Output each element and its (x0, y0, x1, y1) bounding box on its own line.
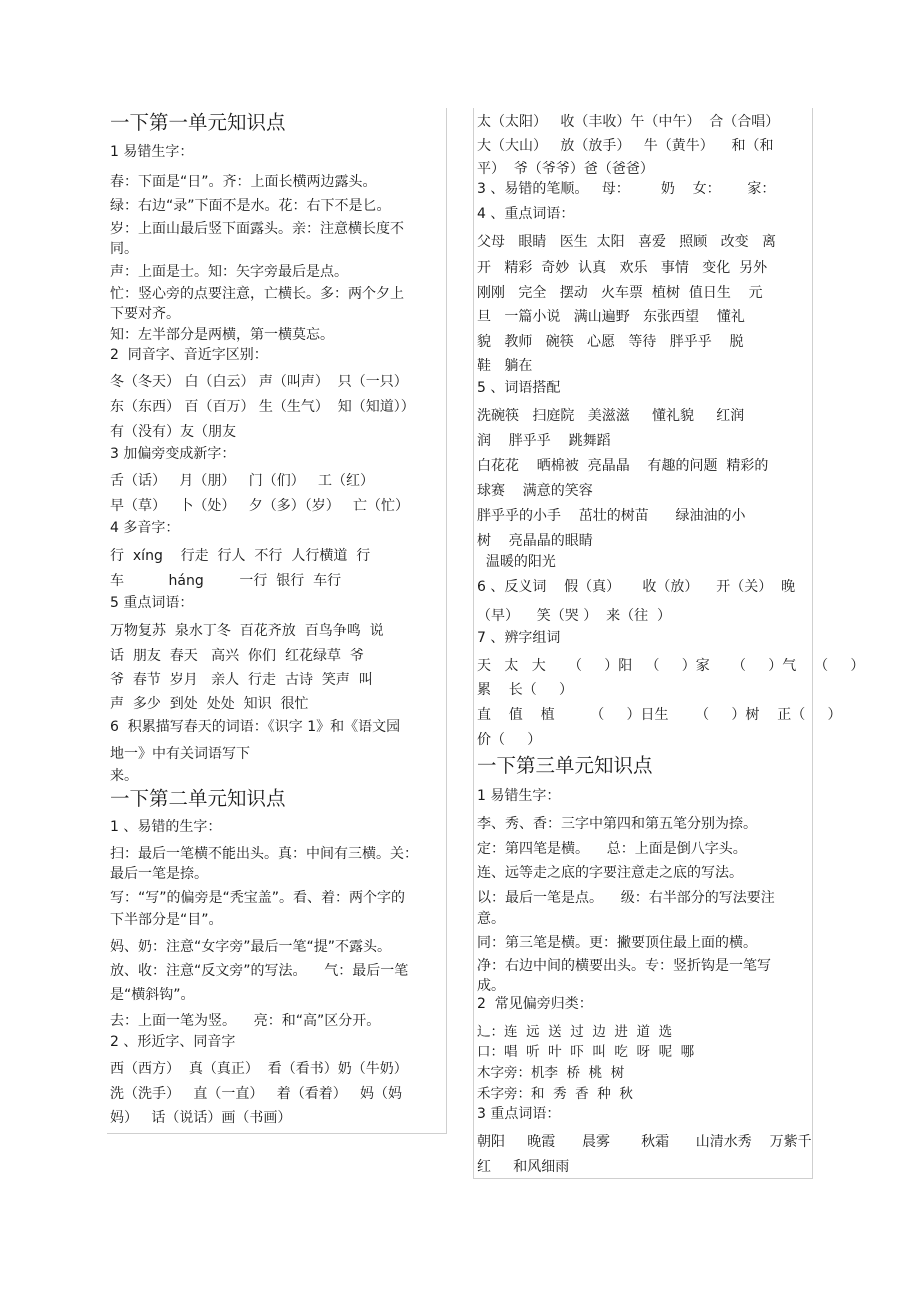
text-line: 5 重点词语： (110, 595, 194, 611)
text-line: 2 同音字、音近字区别： (110, 347, 268, 363)
text-line: 意。 (477, 911, 505, 927)
text-line: 地一》中有关词语写下 (110, 746, 250, 762)
text-line: 6 积累描写春天的词语：《识字 1》和《语文园 (110, 719, 401, 735)
text-line: 树 亮晶晶的眼睛 (477, 533, 593, 549)
text-line: 1 、易错的生字： (110, 819, 222, 835)
text-line: 平） 爷（爷爷）爸（爸爸） (477, 161, 654, 177)
text-line: 西（西方） 真（真正） 看（看书）奶（牛奶） (110, 1061, 408, 1077)
text-line: 朝阳 晚霞 晨雾 秋霜 山清水秀 万紫千 (477, 1134, 812, 1150)
text-line: 声 多少 到处 处处 知识 很忙 (110, 696, 309, 712)
text-line: 同。 (110, 241, 138, 257)
unit1-title: 一下第一单元知识点 (110, 111, 286, 134)
text-line: 声：上面是士。知：矢字旁最后是点。 (110, 264, 348, 280)
text-line: 下要对齐。 (110, 306, 180, 322)
unit2-title: 一下第二单元知识点 (110, 787, 286, 810)
text-line: 1 易错生字： (477, 788, 561, 804)
text-line: 口：唱 听 叶 吓 叫 吃 呀 呢 哪 (477, 1044, 695, 1060)
text-line: 胖乎乎的小手 茁壮的树苗 绿油油的小 (477, 508, 746, 524)
text-line: 3 、易错的笔顺。 母： 奶 女： 家： (477, 181, 776, 197)
text-line: 累 长（ ） (477, 682, 574, 698)
text-line: 5 、词语搭配 (477, 380, 561, 396)
text-line: 冬（冬天） 白（白云） 声（叫声） 只（一只） (110, 374, 408, 390)
text-line: 绿：右边“录”下面不是水。花：右下不是匕。 (110, 198, 391, 214)
text-line: 2 常见偏旁归类： (477, 996, 593, 1012)
text-line: 7 、辨字组词 (477, 630, 561, 646)
text-line: 话 朋友 春天 高兴 你们 红花绿草 爷 (110, 648, 364, 664)
text-line: 开 精彩 奇妙 认真 欢乐 事情 变化 另外 (477, 260, 768, 276)
text-line: 最后一笔是捺。 (110, 866, 208, 882)
text-line: 早（草） 卜（处） 夕（多）（岁） 亡（忙） (110, 498, 410, 514)
text-line: 爷 春节 岁月 亲人 行走 古诗 笑声 叫 (110, 672, 373, 688)
text-line: 妈、奶：注意“女字旁”最后一笔“提”不露头。 (110, 939, 392, 955)
text-line: 连、远等走之底的字要注意走之底的写法。 (477, 865, 743, 881)
text-line: 同：第三笔是横。更：撇要顶住最上面的横。 (477, 935, 757, 951)
text-line: 去：上面一笔为竖。 亮：和“高”区分开。 (110, 1013, 381, 1029)
text-line: 温暖的阳光 (477, 554, 556, 570)
text-line: 放、收：注意“反文旁”的写法。 气：最后一笔 (110, 963, 409, 979)
text-line: 车 háng 一行 银行 车行 (110, 573, 342, 589)
text-line: 舌（话） 月（朋） 门（们） 工（红） (110, 473, 375, 489)
text-line: 岁：上面山最后竖下面露头。亲：注意横长度不 (110, 221, 404, 237)
text-line: 扫：最后一笔横不能出头。真：中间有三横。关： (110, 846, 418, 862)
text-line: 木字旁：机李 桥 桃 树 (477, 1065, 625, 1081)
text-line: 球赛 满意的笑容 (477, 483, 593, 499)
text-line: 忙：竖心旁的点要注意，亡横长。多：两个夕上 (110, 286, 404, 302)
text-line: 红 和风细雨 (477, 1159, 570, 1175)
text-line: 6 、反义词 假（真） 收（放） 开（关） 晚 (477, 579, 796, 595)
text-line: 旦 一篇小说 满山遍野 东张西望 懂礼 (477, 309, 745, 325)
text-line: 禾字旁：和 秀 香 种 秋 (477, 1086, 633, 1102)
text-line: 辶：连 远 送 过 边 进 道 选 (477, 1024, 673, 1040)
text-line: （早） 笑（哭 ） 来（往 ） (477, 608, 672, 624)
right-column (473, 108, 865, 1179)
text-line: 白花花 晒棉被 亮晶晶 有趣的问题 精彩的 (477, 458, 769, 474)
text-line: 洗碗筷 扫庭院 美滋滋 懂礼貌 红润 (477, 408, 745, 424)
text-line: 3 加偏旁变成新字： (110, 446, 236, 462)
text-line: 1 易错生字： (110, 144, 194, 160)
text-line: 鞋 躺在 (477, 358, 533, 374)
unit3-title: 一下第三单元知识点 (477, 754, 653, 777)
text-line: 润 胖乎乎 跳舞蹈 (477, 433, 611, 449)
text-line: 2 、形近字、同音字 (110, 1034, 236, 1050)
text-line: 4 、重点词语： (477, 206, 575, 222)
text-line: 万物复苏 泉水丁冬 百花齐放 百鸟争鸣 说 (110, 623, 384, 639)
text-line: 东（东西） 百（百万） 生（生气） 知（知道）） (110, 399, 415, 415)
text-line: 4 多音字： (110, 520, 180, 536)
text-line: 妈） 话（说话）画（书画） (110, 1110, 292, 1126)
text-line: 洗（洗手） 直（一直） 着（看着） 妈（妈 (110, 1086, 403, 1102)
text-line: 貌 教师 碗筷 心愿 等待 胖乎乎 脱 (477, 334, 744, 350)
text-line: 刚刚 完全 摆动 火车票 植树 值日生 元 (477, 285, 763, 301)
text-line: 净：右边中间的横要出头。专：竖折钩是一笔写 (477, 958, 771, 974)
text-line: 价（ ） (477, 732, 542, 748)
text-line: 有（没有）友（朋友 (110, 424, 236, 440)
text-line: 太（太阳） 收（丰收）午（中午） 合（合唱） (477, 114, 780, 130)
text-line: 以：最后一笔是点。 级：右半部分的写法要注 (477, 890, 775, 906)
text-line: 知：左半部分是两横，第一横莫忘。 (110, 327, 334, 343)
text-line: 父母 眼睛 医生 太阳 喜爱 照顾 改变 离 (477, 234, 777, 250)
text-line: 天 太 大 （ ）阳 （ ）家 （ ）气 （ ） (477, 658, 865, 674)
text-line: 写：“写”的偏旁是“秃宝盖”。看、着：两个字的 (110, 890, 406, 906)
text-line: 春：下面是“日”。齐：上面长横两边露头。 (110, 174, 377, 190)
text-line: 李、秀、香：三字中第四和第五笔分别为捺。 (477, 816, 757, 832)
text-line: 大（大山） 放（放手） 牛（黄牛） 和（和 (477, 138, 774, 154)
text-line: 是“横斜钩”。 (110, 987, 195, 1003)
text-line: 3 重点词语： (477, 1106, 561, 1122)
text-line: 行 xíng 行走 行人 不行 人行横道 行 (110, 548, 371, 564)
text-line: 直 值 植 （ ）日生 （ ）树 正（ ） (477, 707, 842, 723)
text-line: 下半部分是“目”。 (110, 912, 223, 928)
text-line: 来。 (110, 768, 138, 784)
text-line: 成。 (477, 978, 505, 994)
left-column (107, 108, 447, 1134)
text-line: 定：第四笔是横。 总：上面是倒八字头。 (477, 841, 747, 857)
